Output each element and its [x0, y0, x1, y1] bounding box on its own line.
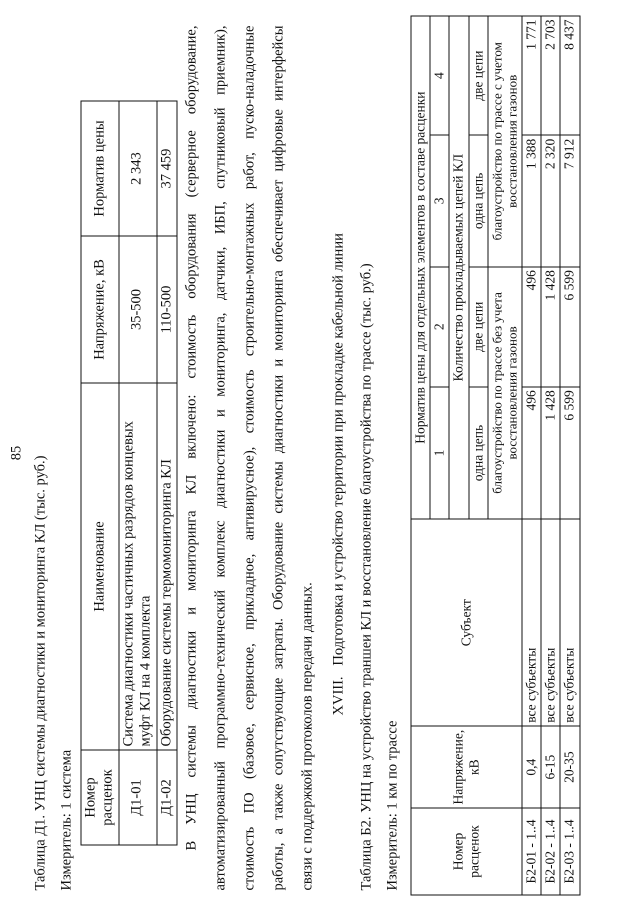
col-header-voltage: Напряжение, кВ — [411, 726, 522, 808]
paragraph-line-2: автоматизированный программно-технический комплекс диагностики и мониторинга, датчики, ИБП, спутниковый приемник), — [212, 25, 228, 890]
row-code: Д1-02 — [156, 750, 176, 845]
row-code: Б2-01 - 1..4 — [521, 808, 540, 895]
circuit-header: одна цепь — [468, 386, 487, 518]
without-lawn-header: благоустройство по трассе без учета восстановления газонов — [487, 266, 521, 519]
row-value: 1 428 — [541, 386, 560, 518]
col-number: 4 — [430, 16, 449, 135]
col-header-price: Норматив цены — [81, 101, 119, 236]
paragraph-line-5: связи с поддержкой протоколов передачи данных. — [299, 581, 315, 890]
row-price: 37 459 — [156, 101, 176, 236]
row-name: Система диагностики частичных разрядов концевых муфт КЛ на 4 комплекта — [118, 383, 156, 750]
row-code: Д1-01 — [118, 750, 156, 845]
row-code: Б2-03 - 1..4 — [560, 808, 579, 895]
row-value: 1 388 — [521, 135, 540, 266]
row-voltage: 35-500 — [118, 236, 156, 383]
col-header-voltage: Напряжение, кВ — [81, 236, 119, 383]
row-value: 7 912 — [560, 135, 579, 266]
paragraph-line-3: стоимость ПО (базовое, сервисное, прикладное, антивирусное), стоимость строительно-монтажных работ, пуско-наладочные — [241, 25, 257, 890]
col-header-code: Номер расценок — [81, 750, 119, 845]
row-voltage: 0,4 — [521, 726, 540, 808]
section-title: XVIII. Подготовка и устройство территории при прокладке кабельной линии — [330, 232, 346, 715]
paragraph-line-4: работы, а также сопутствующие затраты. Оборудование системы диагностики и мониторинга обеспечивает цифровые интерфейсы — [270, 25, 286, 890]
row-voltage: 110-500 — [156, 236, 176, 383]
table-row — [541, 16, 560, 895]
cable-count-header: Количество прокладываемых цепей КЛ — [449, 16, 468, 519]
row-voltage: 20-35 — [560, 726, 579, 808]
col-header-group: Норматив цены для отдельных элементов в составе расценки — [411, 16, 430, 519]
with-lawn-header: благоустройство по трассе с учетом восстановления газонов — [487, 16, 521, 267]
row-value: 2 703 — [541, 16, 560, 135]
table-b2-caption: Таблица Б2. УНЦ на устройство траншеи КЛ и восстановление благоустройства по трассе (тыс. руб.) — [358, 262, 374, 890]
table-d1 — [80, 100, 177, 845]
table-b2 — [410, 15, 580, 895]
col-header-name: Наименование — [81, 383, 119, 750]
table-header-row — [411, 16, 430, 895]
circuit-header: две цепи — [468, 16, 487, 135]
row-value: 6 599 — [560, 266, 579, 386]
row-voltage: 6-15 — [541, 726, 560, 808]
row-value: 1 428 — [541, 266, 560, 386]
col-number: 2 — [430, 266, 449, 386]
table-row — [118, 101, 156, 845]
row-subject: все субъекты — [521, 519, 540, 726]
circuit-header: две цепи — [468, 266, 487, 386]
col-number: 3 — [430, 135, 449, 266]
row-value: 6 599 — [560, 386, 579, 518]
table-header-row — [81, 101, 119, 845]
row-code: Б2-02 - 1..4 — [541, 808, 560, 895]
table-row — [560, 16, 579, 895]
col-header-subject: Субъект — [411, 519, 522, 726]
row-price: 2 343 — [118, 101, 156, 236]
row-value: 1 771 — [521, 16, 540, 135]
row-subject: все субъекты — [560, 519, 579, 726]
row-subject: все субъекты — [541, 519, 560, 726]
row-value: 496 — [521, 266, 540, 386]
table-d1-caption: Таблица Д1. УНЦ системы диагностики и мониторинга КЛ (тыс. руб.) — [32, 455, 48, 890]
row-name: Оборудование системы термомониторинга КЛ — [156, 383, 176, 750]
table-b2-unit: Измеритель: 1 км по трассе — [384, 720, 400, 890]
row-value: 496 — [521, 386, 540, 518]
table-row — [156, 101, 176, 845]
circuit-header: одна цепь — [468, 135, 487, 266]
table-row — [521, 16, 540, 895]
col-header-code: Номер расценок — [411, 808, 522, 895]
col-number: 1 — [430, 386, 449, 518]
row-value: 2 320 — [541, 135, 560, 266]
row-value: 8 437 — [560, 16, 579, 135]
paragraph-line-1: В УНЦ системы диагностики и мониторинга КЛ включено: стоимость оборудования (серверное оборудование, — [183, 25, 199, 850]
page-number: 85 — [8, 445, 24, 460]
table-d1-unit: Измеритель: 1 система — [58, 749, 74, 890]
